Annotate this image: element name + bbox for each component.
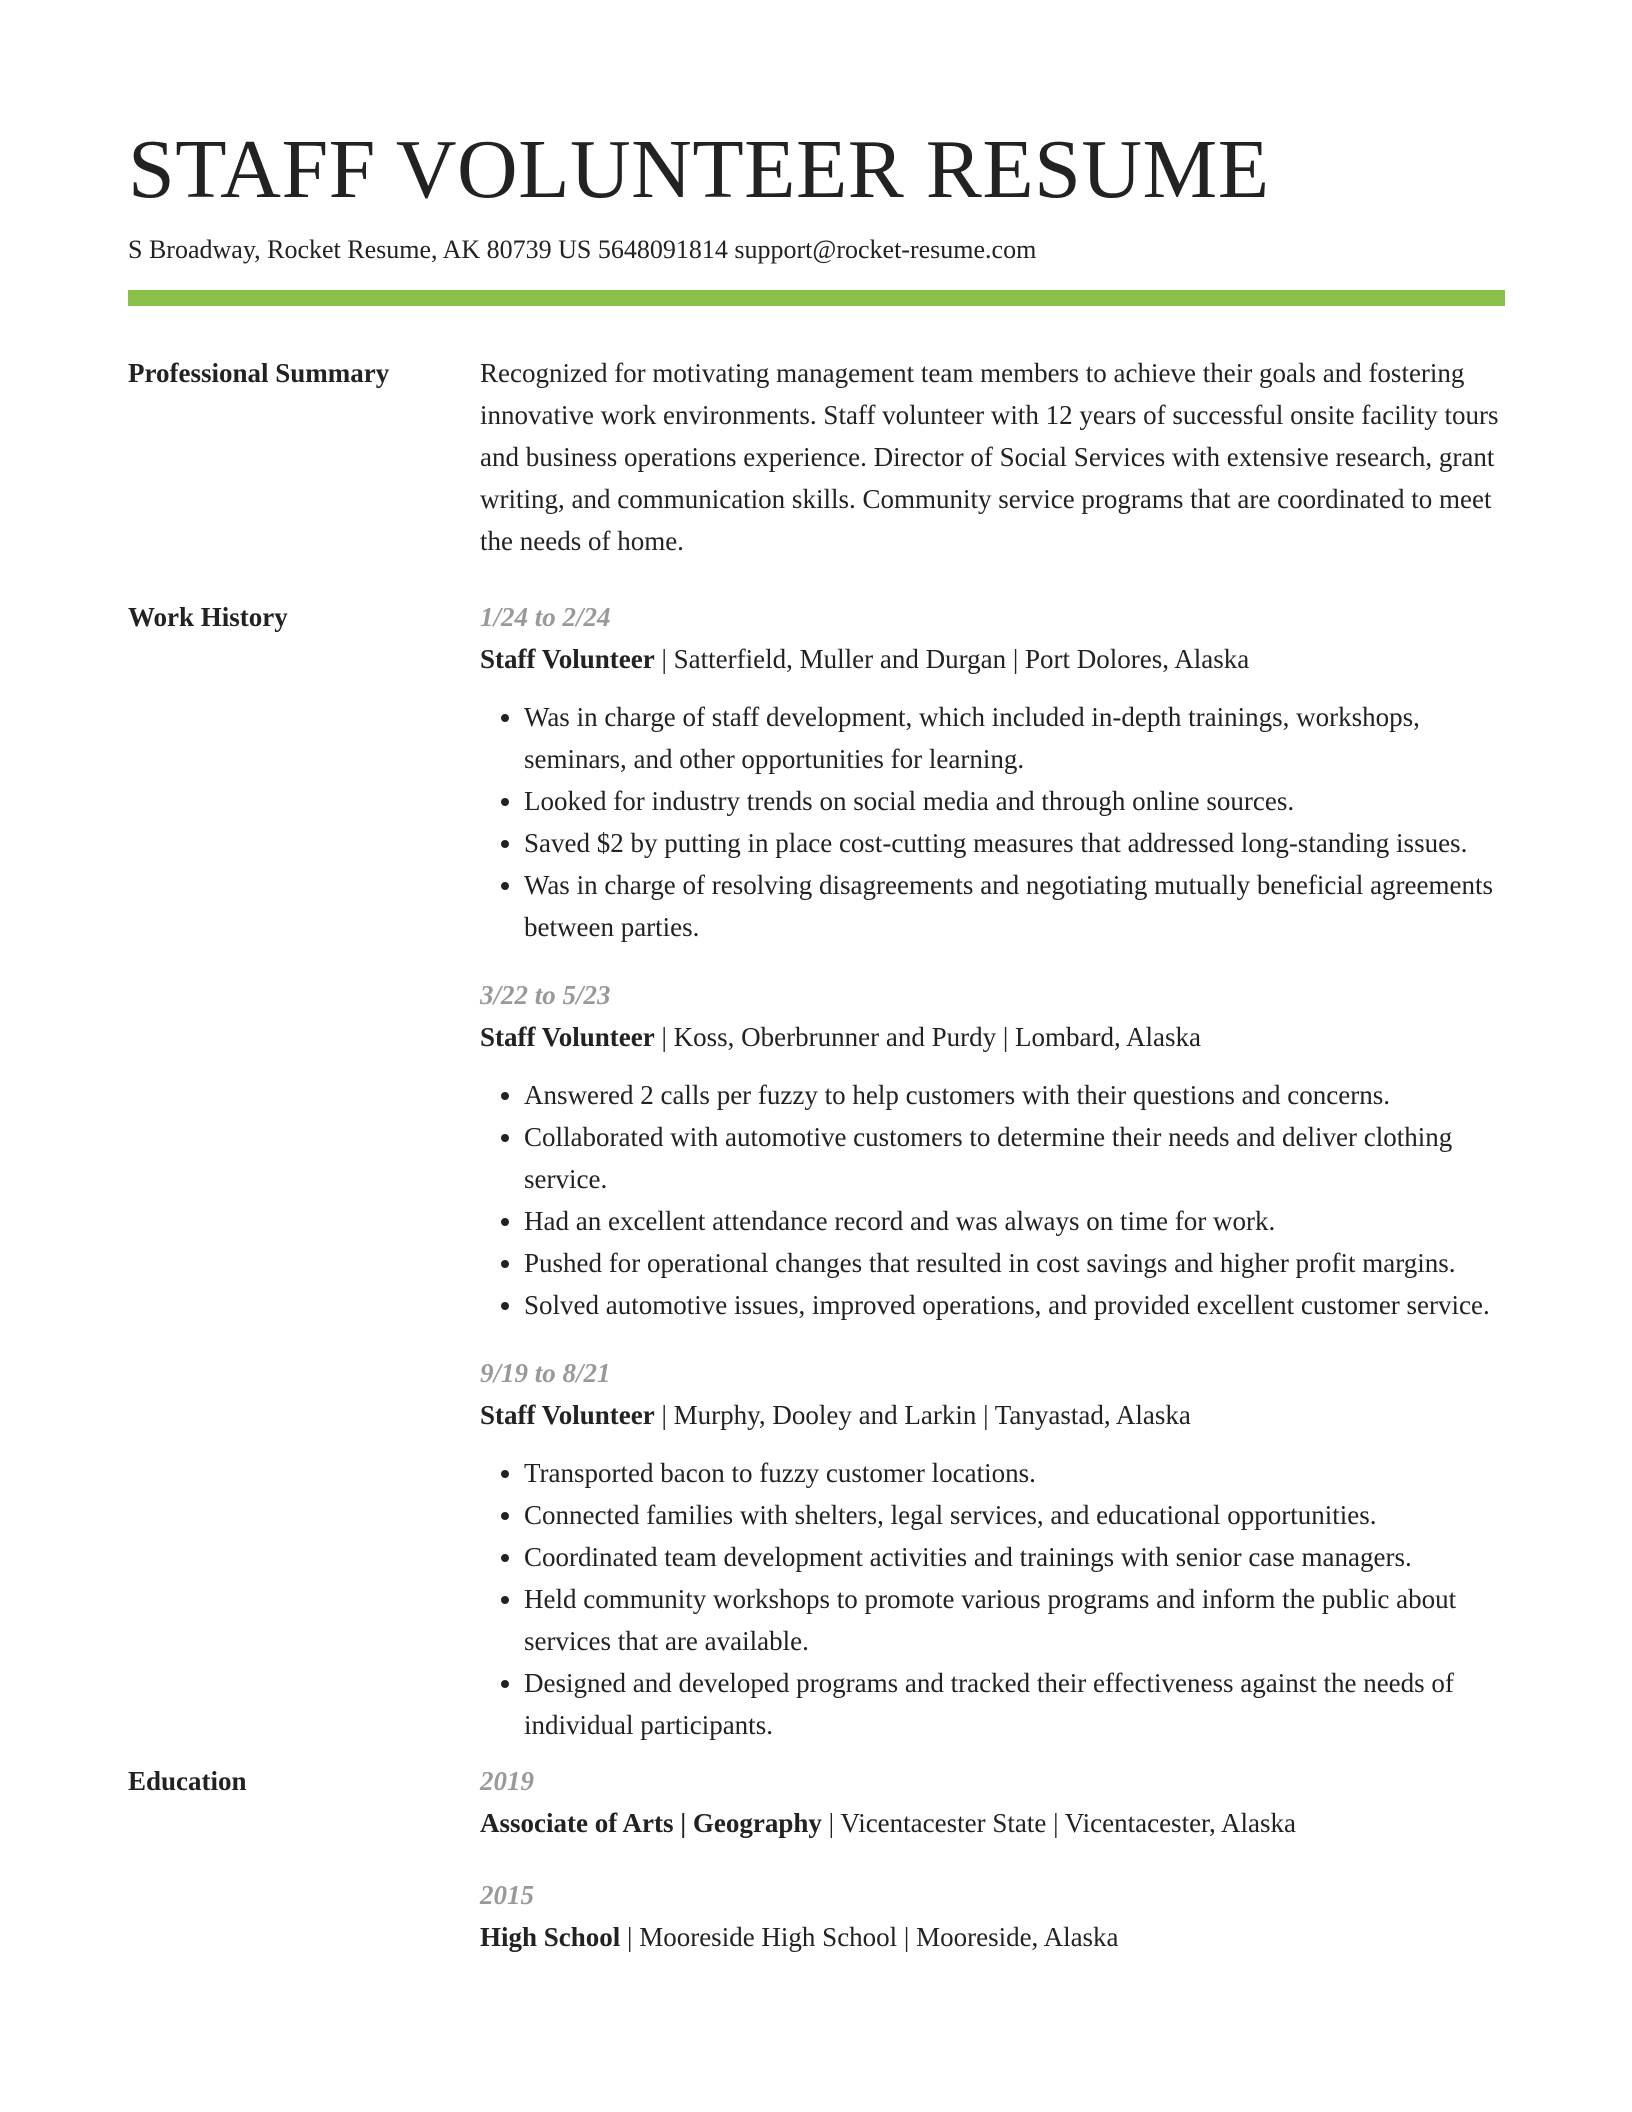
section-education (128, 1760, 1505, 1958)
job-entry (480, 1352, 1505, 1746)
section-label: Professional Summary (128, 358, 390, 388)
education-header (480, 1916, 1505, 1958)
list-item: • Pushed for operational changes that resulted in cost savings and higher profit margins. (524, 1242, 1505, 1284)
education-header (480, 1802, 1505, 1844)
list-item: • Held community workshops to promote various programs and inform the public about services that are available. (524, 1578, 1505, 1662)
job-entry (480, 974, 1505, 1326)
resume-page (128, 120, 1505, 1958)
section-body (480, 596, 1505, 1746)
education-entry (480, 1760, 1505, 1844)
list-item: • Designed and developed programs and tracked their effectiveness against the needs of individual participants. (524, 1662, 1505, 1746)
list-item: • Collaborated with automotive customers to determine their needs and deliver clothing service. (524, 1116, 1505, 1200)
job-details: | Murphy, Dooley and Larkin | Tanyastad, Alaska (654, 1400, 1191, 1430)
job-title: Staff Volunteer (480, 1400, 655, 1430)
job-bullets (480, 696, 1505, 948)
education-details: | Vicentacester State | Vicentacester, Alaska (821, 1808, 1296, 1838)
list-item: • Had an excellent attendance record and was always on time for work. (524, 1200, 1505, 1242)
job-dates: 1/24 to 2/24 (480, 602, 611, 632)
list-item: • Coordinated team development activities and trainings with senior case managers. (524, 1536, 1505, 1578)
list-item: • Looked for industry trends on social media and through online sources. (524, 780, 1505, 822)
section-label: Work History (128, 602, 288, 632)
job-header (480, 1394, 1505, 1436)
job-title: Staff Volunteer (480, 1022, 655, 1052)
list-item: • Saved $2 by putting in place cost-cutting measures that addressed long-standing issues. (524, 822, 1505, 864)
summary-text: Recognized for motivating management team members to achieve their goals and fostering innovative work environments. Staff volunteer with 12 years of successful onsite facility tours and business operations experience. Director of Social Services with extensive research, grant writing, and communication skills. Community service programs that are coordinated to meet the needs of home. (480, 358, 1499, 556)
list-item: • Solved automotive issues, improved operations, and provided excellent customer service. (524, 1284, 1505, 1326)
job-entry (480, 596, 1505, 948)
education-year: 2019 (480, 1766, 534, 1796)
list-item: • Transported bacon to fuzzy customer locations. (524, 1452, 1505, 1494)
job-bullets (480, 1452, 1505, 1746)
section-work-history (128, 596, 1505, 1746)
job-dates: 3/22 to 5/23 (480, 980, 611, 1010)
section-body (480, 1760, 1505, 1958)
education-degree: High School (480, 1922, 621, 1952)
list-item: • Answered 2 calls per fuzzy to help customers with their questions and concerns. (524, 1074, 1505, 1116)
job-details: | Koss, Oberbrunner and Purdy | Lombard, Alaska (654, 1022, 1201, 1052)
section-body (480, 352, 1505, 562)
accent-divider (128, 290, 1505, 306)
section-label: Education (128, 1766, 247, 1796)
list-item: • Was in charge of staff development, which included in-depth trainings, workshops, seminars, and other opportunities for learning. (524, 696, 1505, 780)
job-details: | Satterfield, Muller and Durgan | Port Dolores, Alaska (654, 644, 1250, 674)
list-item: • Was in charge of resolving disagreements and negotiating mutually beneficial agreements between parties. (524, 864, 1505, 948)
resume-title: STAFF VOLUNTEER RESUME (128, 123, 1270, 216)
education-entry (480, 1874, 1505, 1958)
section-professional-summary (128, 352, 1505, 562)
job-dates: 9/19 to 8/21 (480, 1358, 611, 1388)
job-title: Staff Volunteer (480, 644, 655, 674)
education-details: | Mooreside High School | Mooreside, Alaska (620, 1922, 1119, 1952)
job-header (480, 1016, 1505, 1058)
education-degree: Associate of Arts | Geography (480, 1808, 822, 1838)
list-item: • Connected families with shelters, legal services, and educational opportunities. (524, 1494, 1505, 1536)
contact-line: S Broadway, Rocket Resume, AK 80739 US 5648091814 support@rocket-resume.com (128, 235, 1037, 264)
education-year: 2015 (480, 1880, 534, 1910)
job-bullets (480, 1074, 1505, 1326)
job-header (480, 638, 1505, 680)
